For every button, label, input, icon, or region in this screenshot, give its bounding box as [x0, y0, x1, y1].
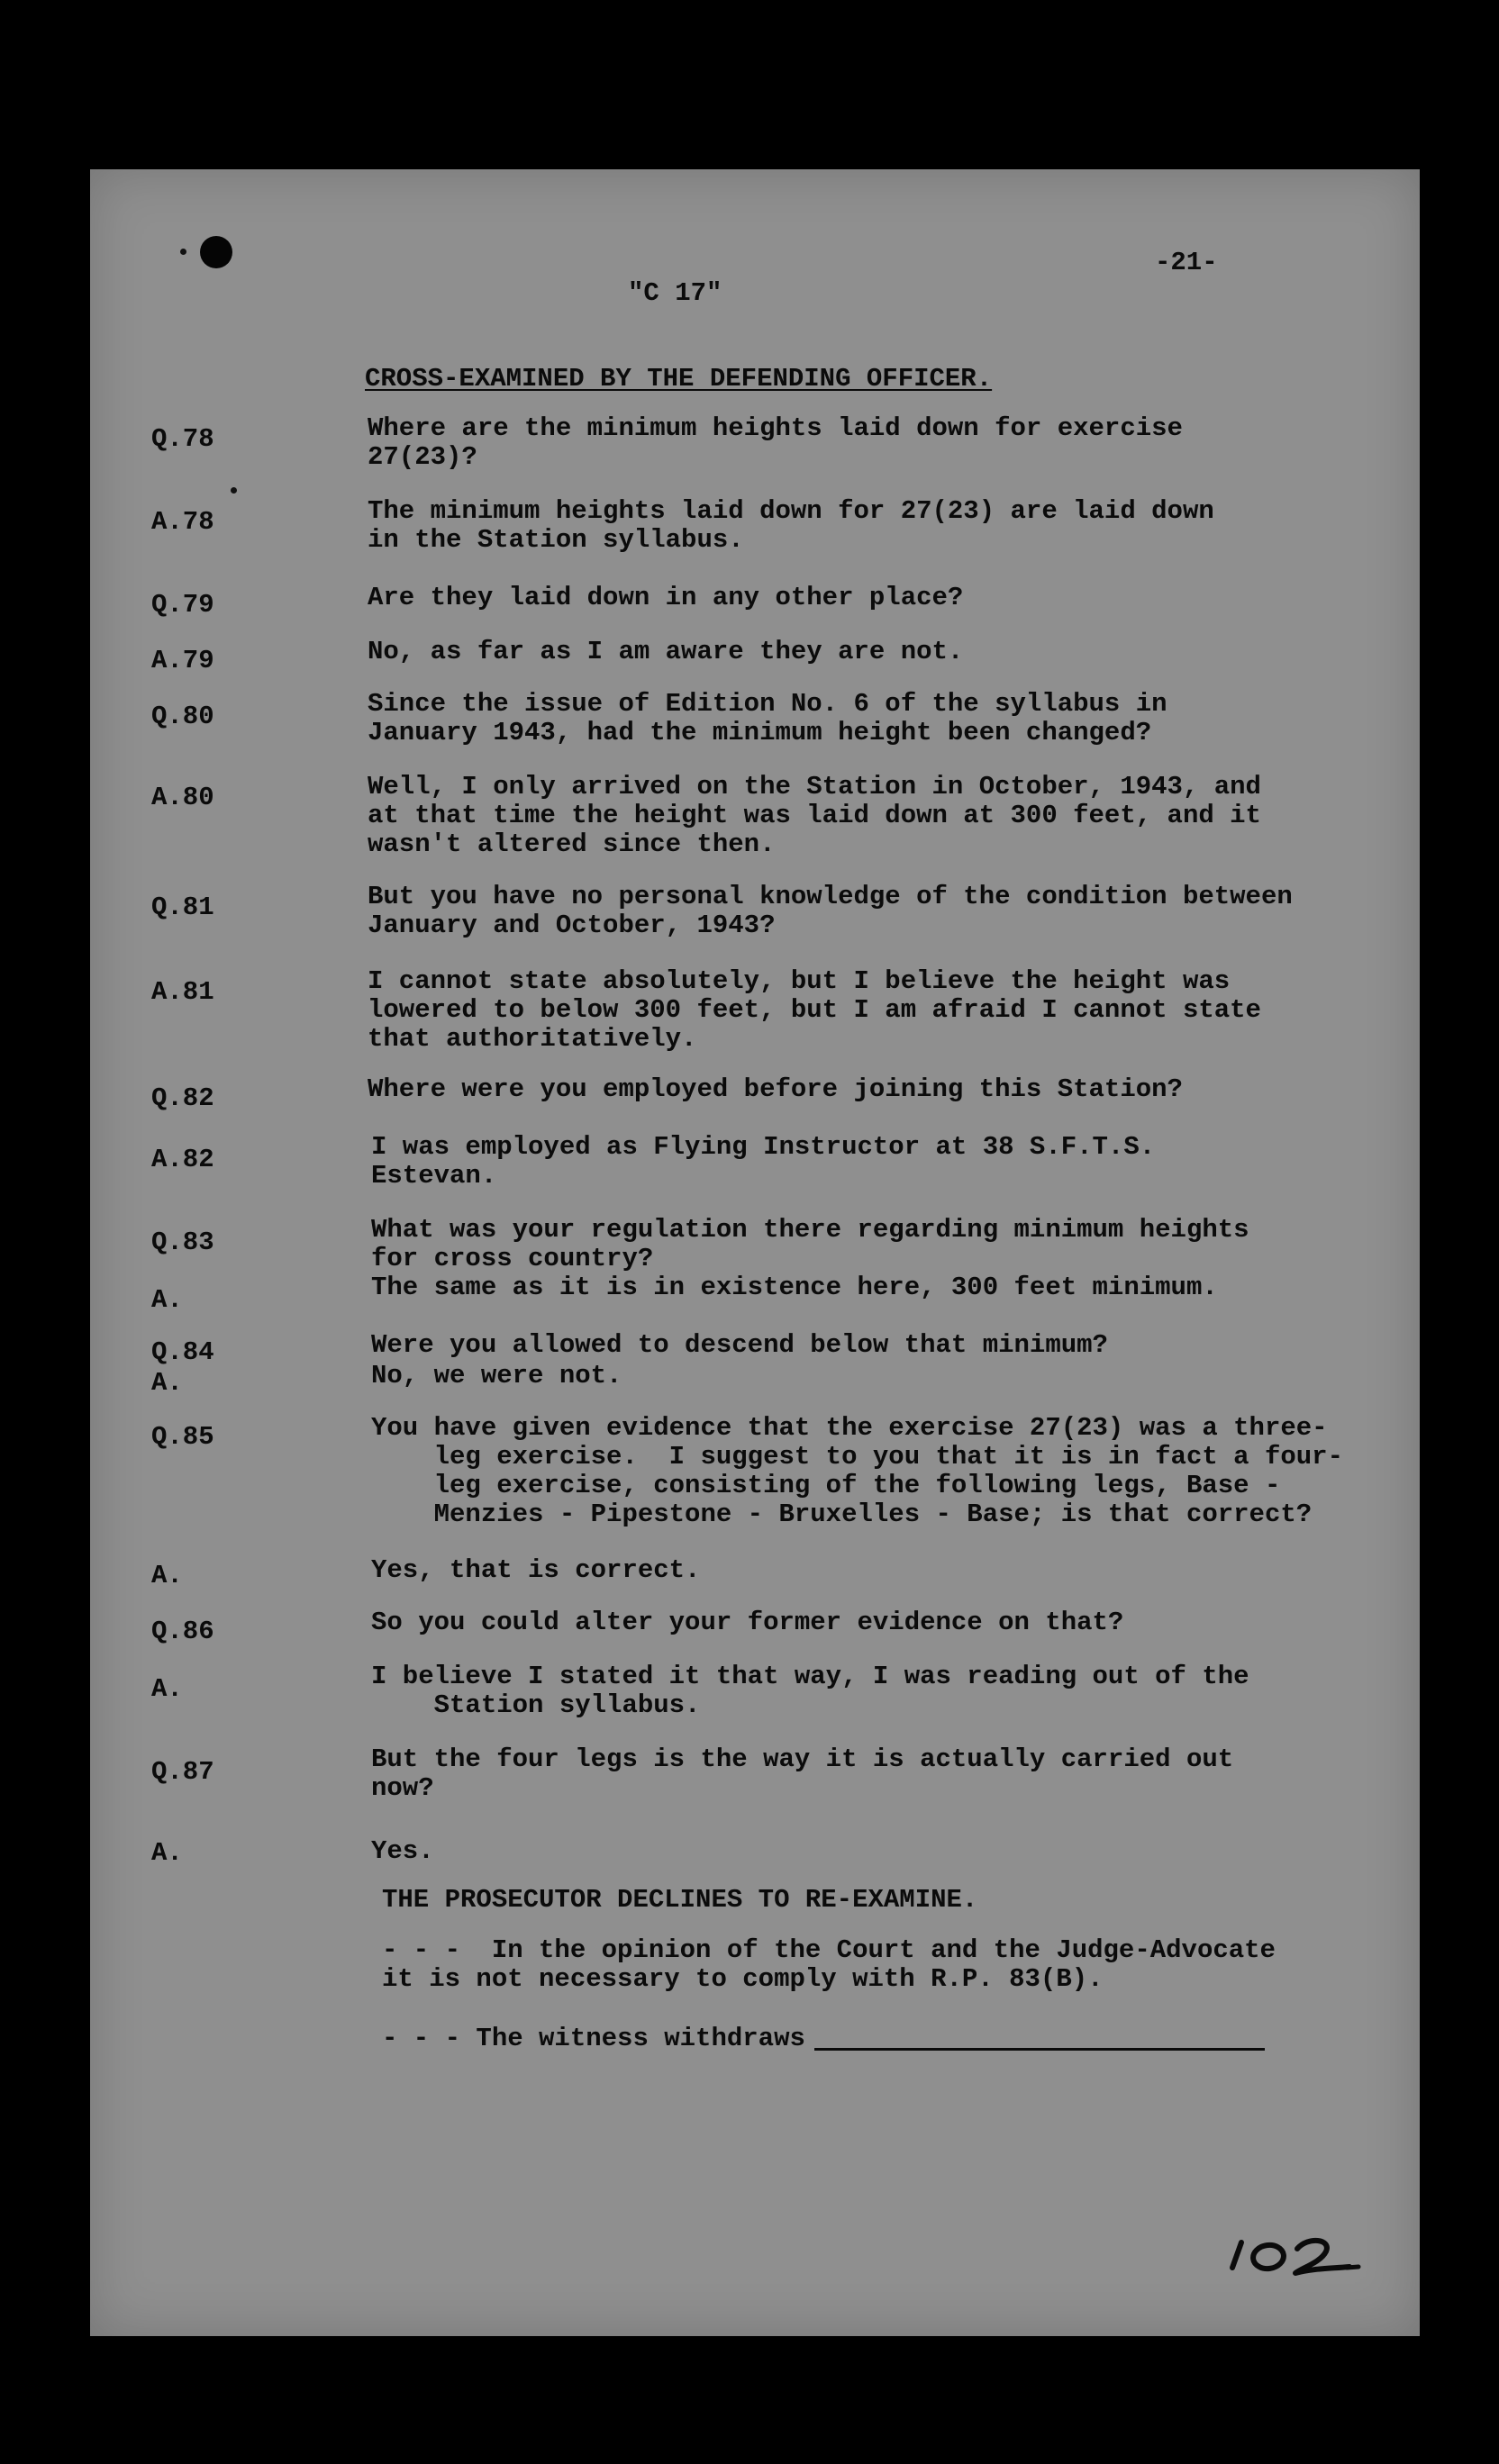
exhibit-code: "C 17": [628, 278, 722, 308]
handwritten-number: [1216, 2223, 1369, 2287]
page-number: -21-: [1155, 248, 1218, 277]
prosecutor-note: THE PROSECUTOR DECLINES TO RE-EXAMINE.: [382, 1885, 978, 1915]
entry-label: Q.83: [151, 1227, 214, 1257]
entry-label: A.: [151, 1674, 183, 1704]
entry-text: What was your regulation there regarding minimum heights for cross country?: [371, 1215, 1249, 1273]
entry-label: A.: [151, 1368, 183, 1398]
entry-label: A.: [151, 1285, 183, 1315]
withdraws-line: [382, 2025, 1265, 2053]
entry-label: A.82: [151, 1145, 214, 1174]
entry-text: Yes, that is correct.: [371, 1555, 701, 1585]
page-speck: [231, 487, 237, 494]
entry-label: Q.85: [151, 1422, 214, 1452]
entry-label: A.78: [151, 507, 214, 537]
signature-line: [814, 2048, 1265, 2051]
entry-label: Q.78: [151, 424, 214, 454]
entry-label: A.: [151, 1561, 183, 1590]
entry-text: Since the issue of Edition No. 6 of the syllabus in January 1943, had the minimum height been changed?: [368, 689, 1167, 747]
entry-label: A.: [151, 1838, 183, 1868]
entry-text: No, as far as I am aware they are not.: [368, 637, 964, 666]
entry-text: The same as it is in existence here, 300 feet minimum.: [371, 1273, 1218, 1302]
entry-text: Yes.: [371, 1836, 434, 1866]
entry-label: Q.80: [151, 702, 214, 731]
entry-label: A.81: [151, 977, 214, 1007]
entry-label: Q.82: [151, 1083, 214, 1113]
entry-text: Well, I only arrived on the Station in October, 1943, and at that time the height was laid down at 300 feet, and it wasn't altered since then.: [368, 772, 1261, 859]
entry-label: Q.86: [151, 1617, 214, 1646]
entry-label: Q.84: [151, 1337, 214, 1367]
entry-text: So you could alter your former evidence on that?: [371, 1608, 1124, 1637]
page-speck: [180, 249, 186, 255]
entry-text: Where are the minimum heights laid down for exercise 27(23)?: [368, 413, 1183, 472]
entry-label: A.79: [151, 646, 214, 675]
opinion-note: - - - In the opinion of the Court and the Judge-Advocate it is not necessary to comply with R.P. 83(B).: [382, 1935, 1276, 1994]
section-heading: CROSS-EXAMINED BY THE DEFENDING OFFICER.: [365, 364, 993, 394]
entry-label: Q.81: [151, 892, 214, 922]
entry-label: Q.79: [151, 590, 214, 620]
entry-text: No, we were not.: [371, 1361, 622, 1391]
entry-text: The minimum heights laid down for 27(23) are laid down in the Station syllabus.: [368, 496, 1214, 555]
entry-text: I cannot state absolutely, but I believe the height was lowered to below 300 feet, but I am afraid I cannot state that authoritatively.: [368, 966, 1261, 1054]
entry-text: But you have no personal knowledge of the condition between January and October, 1943?: [368, 882, 1293, 940]
entry-text: I was employed as Flying Instructor at 38 S.F.T.S. Estevan.: [371, 1132, 1156, 1191]
entry-label: Q.87: [151, 1757, 214, 1787]
entry-text: Where were you employed before joining this Station?: [368, 1074, 1183, 1104]
entry-text: Were you allowed to descend below that minimum?: [371, 1330, 1108, 1360]
entry-text: Are they laid down in any other place?: [368, 583, 964, 612]
entry-text: But the four legs is the way it is actually carried out now?: [371, 1744, 1234, 1803]
entry-text: You have given evidence that the exercise 27(23) was a three- leg exercise. I suggest to you that it is in fact a four- leg exercise, consisting of the following legs, Base - Menzies - Pipestone - Bruxelles - Base; is that correct?: [371, 1413, 1343, 1529]
entry-text: I believe I stated it that way, I was reading out of the Station syllabus.: [371, 1662, 1249, 1720]
entry-label: A.80: [151, 783, 214, 812]
withdraws-text: - - - The witness withdraws: [382, 2024, 805, 2053]
punch-hole: [200, 236, 232, 268]
